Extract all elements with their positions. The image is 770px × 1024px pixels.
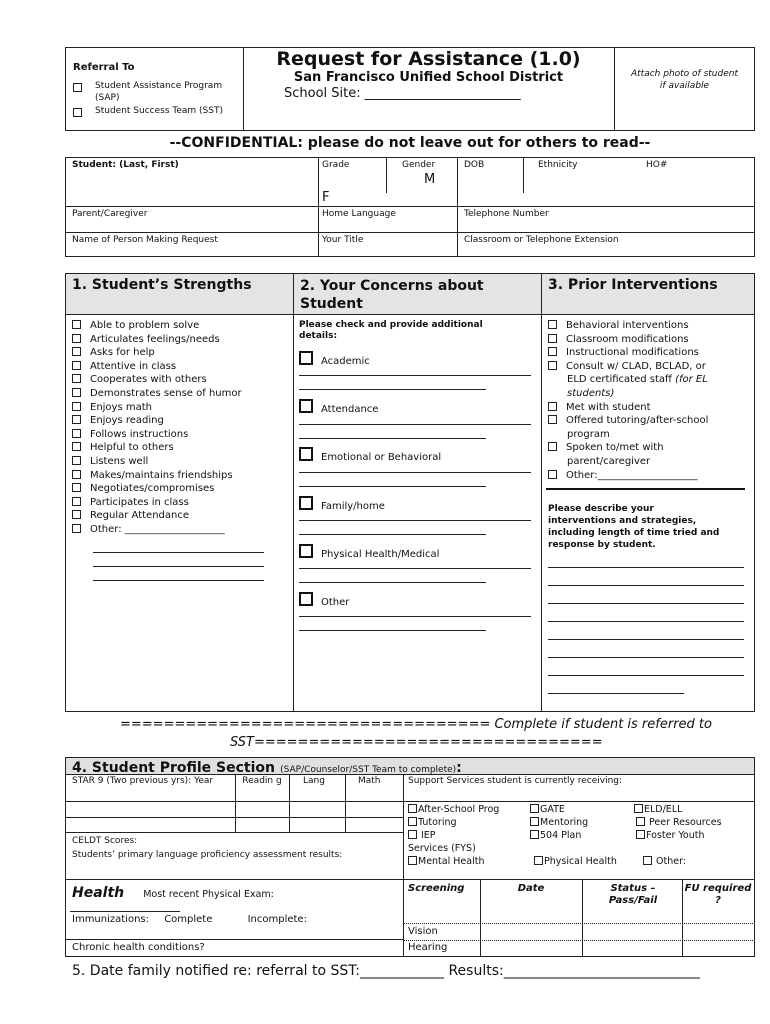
checkbox-icon[interactable] bbox=[72, 374, 81, 383]
service-peer-resources[interactable]: Peer Resources bbox=[636, 816, 722, 829]
intervention-item[interactable]: Instructional modifications bbox=[548, 346, 708, 360]
math-label: Math bbox=[358, 776, 381, 786]
checkbox-icon[interactable] bbox=[643, 856, 652, 865]
concern-attendance[interactable]: Attendance bbox=[299, 399, 378, 415]
checkbox-icon[interactable] bbox=[408, 830, 417, 839]
confidential-notice: --CONFIDENTIAL: please do not leave out for others to read-- bbox=[169, 135, 651, 151]
date-header: Date bbox=[517, 883, 545, 894]
family-notified-line[interactable]: 5. Date family notified re: referral to SST:____________ Results:____________________________ bbox=[72, 963, 700, 979]
strength-item[interactable]: Enjoys reading bbox=[72, 414, 242, 428]
strength-item[interactable]: Negotiates/compromises bbox=[72, 482, 242, 496]
school-site-field[interactable]: School Site: ________________________ bbox=[284, 86, 521, 101]
checkbox-icon[interactable] bbox=[72, 456, 81, 465]
checkbox-icon[interactable] bbox=[548, 334, 557, 343]
service-mentoring[interactable]: Mentoring bbox=[530, 816, 588, 829]
checkbox-icon[interactable] bbox=[634, 804, 643, 813]
service-other[interactable]: Other: bbox=[643, 855, 686, 868]
intervention-item-other[interactable]: Other:____________________ bbox=[548, 469, 708, 483]
checkbox-icon[interactable] bbox=[548, 415, 557, 424]
checkbox-icon[interactable] bbox=[72, 524, 81, 533]
checkbox-icon[interactable] bbox=[72, 429, 81, 438]
checkbox-icon[interactable] bbox=[408, 856, 417, 865]
service-iep[interactable]: IEP bbox=[408, 829, 436, 842]
intervention-item[interactable]: Spoken to/met with bbox=[548, 441, 708, 455]
section1-heading: 1. Student’s Strengths bbox=[72, 277, 252, 293]
fu-header: FU required ? bbox=[684, 883, 752, 906]
checkbox-icon[interactable] bbox=[299, 592, 313, 606]
strength-item-other[interactable]: Other: ____________________ bbox=[72, 523, 242, 537]
strength-item[interactable]: Demonstrates sense of humor bbox=[72, 387, 242, 401]
checkbox-icon[interactable] bbox=[299, 496, 313, 510]
checkbox-icon[interactable] bbox=[548, 470, 557, 479]
home-language-field[interactable]: Home Language bbox=[322, 209, 396, 219]
service-physical-health[interactable]: Physical Health bbox=[534, 855, 617, 868]
service-504[interactable]: 504 Plan bbox=[530, 829, 581, 842]
strengths-list bbox=[72, 319, 242, 537]
telephone-field[interactable]: Telephone Number bbox=[464, 209, 549, 219]
concerns-instructions: Please check and provide additional details: bbox=[299, 320, 483, 341]
service-tutoring[interactable]: Tutoring bbox=[408, 816, 457, 829]
concern-emotional[interactable]: Emotional or Behavioral bbox=[299, 447, 441, 463]
concern-physical-health[interactable]: Physical Health/Medical bbox=[299, 544, 439, 560]
referral-option-sst[interactable]: Student Success Team (SST) bbox=[73, 105, 241, 117]
section2-heading: 2. Your Concerns about Student bbox=[300, 278, 484, 312]
concern-academic[interactable]: Academic bbox=[299, 351, 370, 367]
checkbox-icon[interactable] bbox=[72, 334, 81, 343]
celdt-label: CELDT Scores: bbox=[72, 836, 138, 846]
intervention-item[interactable]: Consult w/ CLAD, BCLAD, or bbox=[548, 360, 708, 374]
service-gate[interactable]: GATE bbox=[530, 803, 565, 816]
your-title-field[interactable]: Your Title bbox=[322, 235, 364, 245]
service-foster-youth[interactable]: Foster Youth bbox=[636, 829, 705, 842]
checkbox-icon[interactable] bbox=[530, 817, 539, 826]
grade-label: Grade bbox=[322, 160, 350, 170]
intervention-item[interactable]: Offered tutoring/after-school bbox=[548, 414, 708, 428]
gender-label: Gender bbox=[402, 160, 436, 170]
checkbox-icon[interactable] bbox=[299, 544, 313, 558]
checkbox-icon[interactable] bbox=[72, 510, 81, 519]
photo-placeholder: Attach photo of student if available bbox=[630, 69, 738, 91]
strength-item[interactable]: Able to problem solve bbox=[72, 319, 242, 333]
support-services-label: Support Services student is currently receiving: bbox=[408, 776, 623, 786]
services-grid: After-School Prog GATE ELD/ELL Tutoring Mentoring Peer Resources IEP 504 Plan Foster Youth Services (FYS) Mental Health Physical Health Other: bbox=[408, 804, 722, 867]
referral-option-sap[interactable]: Student Assistance Program (SAP) bbox=[73, 80, 241, 104]
strength-item[interactable]: Makes/maintains friendships bbox=[72, 469, 242, 483]
proficiency-label: Students’ primary language proficiency assessment results: bbox=[72, 850, 343, 860]
checkbox-icon[interactable] bbox=[408, 804, 417, 813]
gender-value[interactable]: M bbox=[424, 172, 436, 187]
district-name: San Francisco Unified School District bbox=[293, 70, 564, 85]
requester-field[interactable]: Name of Person Making Request bbox=[72, 235, 218, 245]
star9-label: STAR 9 (Two previous yrs): Year bbox=[72, 776, 214, 786]
checkbox-icon[interactable] bbox=[72, 415, 81, 424]
service-mental-health[interactable]: Mental Health bbox=[408, 855, 484, 868]
immunization-incomplete[interactable]: Incomplete: bbox=[247, 914, 307, 925]
parent-field[interactable]: Parent/Caregiver bbox=[72, 209, 148, 219]
checkbox-icon[interactable] bbox=[408, 817, 417, 826]
checkbox-icon[interactable] bbox=[299, 447, 313, 461]
checkbox-icon[interactable] bbox=[72, 497, 81, 506]
checkbox-icon[interactable] bbox=[534, 856, 543, 865]
checkbox-icon[interactable] bbox=[72, 402, 81, 411]
strength-item[interactable]: Helpful to others bbox=[72, 441, 242, 455]
checkbox-icon[interactable] bbox=[73, 83, 82, 92]
interventions-list: Behavioral interventions Classroom modifications Instructional modifications Consult w/ CLAD, BCLAD, or ELD certificated staff (for EL students) Met with student Offered tutoring/after-school program Spoken to/met with parent/caregiver Other:____________________ bbox=[548, 319, 708, 482]
strength-item[interactable]: Enjoys math bbox=[72, 401, 242, 415]
sst-divider: ================================== Complete if student is referred to SST================================ bbox=[120, 717, 712, 750]
checkbox-icon[interactable] bbox=[72, 470, 81, 479]
dob-label: DOB bbox=[464, 160, 485, 170]
checkbox-icon[interactable] bbox=[299, 399, 313, 413]
chronic-conditions-field[interactable]: Chronic health conditions? bbox=[72, 942, 205, 953]
checkbox-icon[interactable] bbox=[73, 108, 82, 117]
referral-to-label: Referral To bbox=[73, 62, 135, 73]
checkbox-icon[interactable] bbox=[72, 361, 81, 370]
classroom-field[interactable]: Classroom or Telephone Extension bbox=[464, 235, 619, 245]
describe-interventions-label: Please describe your interventions and strategies, including length of time tried and response by student. bbox=[548, 504, 720, 550]
checkbox-icon[interactable] bbox=[636, 817, 645, 826]
checkbox-icon[interactable] bbox=[530, 830, 539, 839]
strength-item[interactable]: Participates in class bbox=[72, 496, 242, 510]
service-after-school[interactable]: After-School Prog bbox=[408, 803, 499, 816]
checkbox-icon[interactable] bbox=[72, 442, 81, 451]
intervention-item[interactable]: Met with student bbox=[548, 401, 708, 415]
strength-item[interactable]: Regular Attendance bbox=[72, 509, 242, 523]
strength-item[interactable]: Cooperates with others bbox=[72, 373, 242, 387]
checkbox-icon[interactable] bbox=[72, 388, 81, 397]
service-eld[interactable]: ELD/ELL bbox=[634, 803, 682, 816]
hearing-row: Hearing bbox=[408, 942, 448, 953]
reading-label: Readin g bbox=[242, 776, 282, 786]
checkbox-icon[interactable] bbox=[548, 347, 557, 356]
immunizations-row: Immunizations: Complete Incomplete: bbox=[72, 914, 307, 925]
strength-item[interactable]: Attentive in class bbox=[72, 360, 242, 374]
checkbox-icon[interactable] bbox=[548, 442, 557, 451]
checkbox-icon[interactable] bbox=[530, 804, 539, 813]
status-header: Status – Pass/Fail bbox=[608, 883, 658, 906]
screening-header: Screening bbox=[408, 883, 465, 894]
checkbox-icon[interactable] bbox=[548, 320, 557, 329]
checkbox-icon[interactable] bbox=[72, 320, 81, 329]
strength-item[interactable]: Listens well bbox=[72, 455, 242, 469]
grade-value[interactable]: F bbox=[322, 190, 330, 205]
strength-item[interactable]: Asks for help bbox=[72, 346, 242, 360]
checkbox-icon[interactable] bbox=[636, 830, 645, 839]
intervention-item[interactable]: Classroom modifications bbox=[548, 333, 708, 347]
concern-family[interactable]: Family/home bbox=[299, 496, 385, 512]
section4-heading: 4. Student Profile Section (SAP/Counselor/SST Team to complete): bbox=[72, 760, 462, 776]
strength-item[interactable]: Articulates feelings/needs bbox=[72, 333, 242, 347]
checkbox-icon[interactable] bbox=[299, 351, 313, 365]
checkbox-icon[interactable] bbox=[548, 402, 557, 411]
checkbox-icon[interactable] bbox=[72, 347, 81, 356]
ethnicity-label: Ethnicity bbox=[538, 160, 578, 170]
section3-heading: 3. Prior Interventions bbox=[548, 277, 718, 293]
ho-label: HO# bbox=[646, 160, 668, 170]
intervention-item[interactable]: Behavioral interventions bbox=[548, 319, 708, 333]
lang-label: Lang bbox=[303, 776, 325, 786]
checkbox-icon[interactable] bbox=[72, 483, 81, 492]
immunization-complete[interactable]: Complete bbox=[164, 914, 213, 925]
vision-row: Vision bbox=[408, 926, 438, 937]
health-heading: Health Most recent Physical Exam: bbox=[72, 885, 274, 901]
concern-other[interactable]: Other bbox=[299, 592, 349, 608]
page-title: Request for Assistance (1.0) bbox=[276, 48, 581, 70]
strength-item[interactable]: Follows instructions bbox=[72, 428, 242, 442]
checkbox-icon[interactable] bbox=[548, 361, 557, 370]
student-name-field[interactable]: Student: (Last, First) bbox=[72, 160, 179, 170]
